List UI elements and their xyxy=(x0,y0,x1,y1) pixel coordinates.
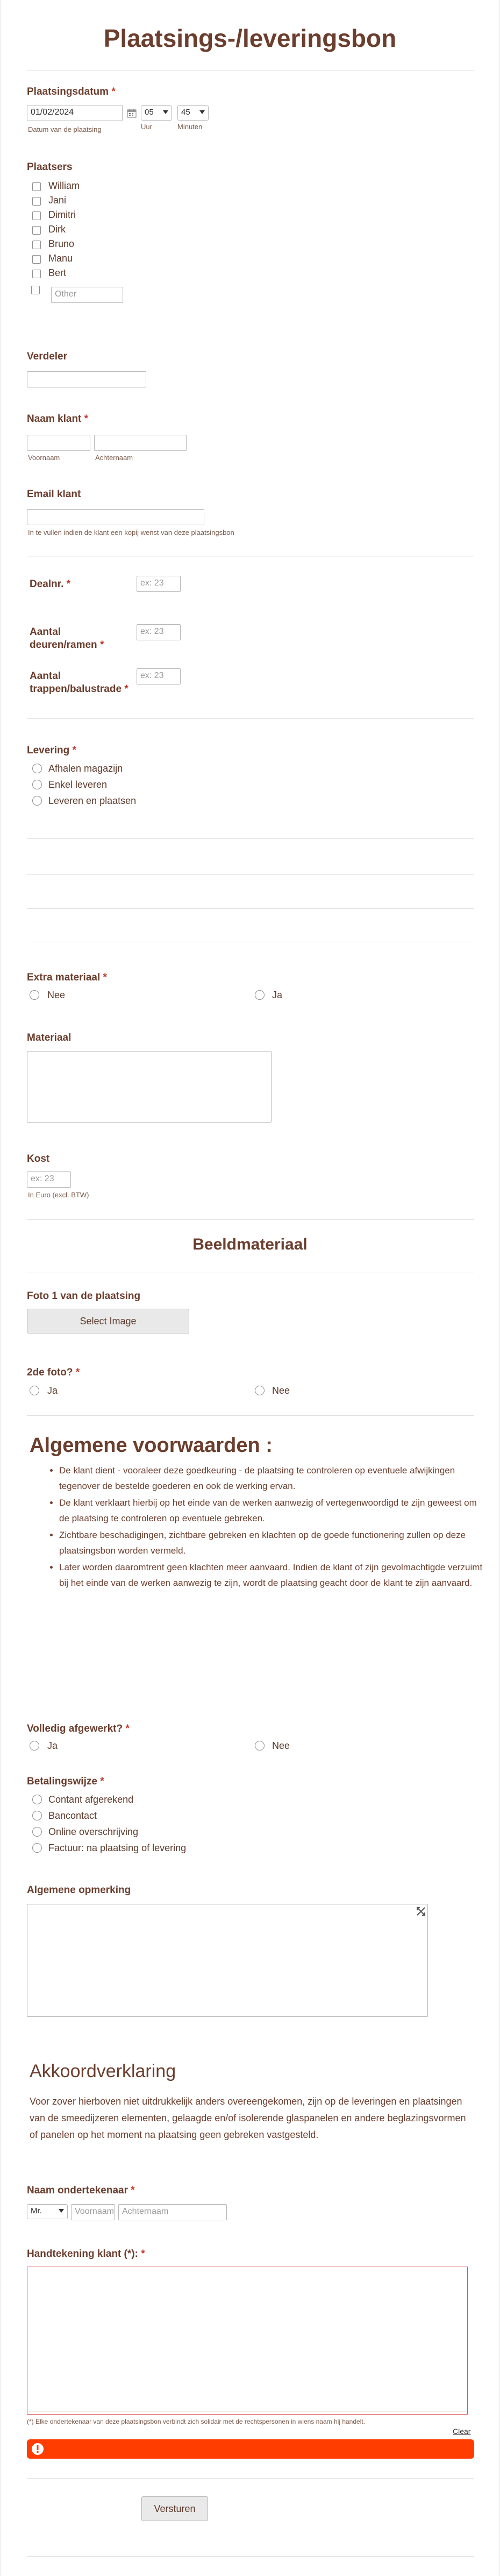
client-last-name-input[interactable] xyxy=(94,435,187,451)
agreement-heading: Akkoordverklaring xyxy=(30,2061,176,2081)
signer-first-name-input[interactable]: Voornaam xyxy=(71,2204,115,2220)
installer-option: Bruno xyxy=(48,238,75,249)
signer-name-label: Naam ondertekenaar * xyxy=(27,2185,135,2196)
placement-date-label: Plaatsingsdatum * xyxy=(27,86,116,97)
delivery-option: Leveren en plaatsen xyxy=(48,795,137,806)
divider xyxy=(27,1219,474,1220)
extra-material-option: Ja xyxy=(272,990,283,1000)
fully-finished-label: Volledig afgewerkt? * xyxy=(27,1723,130,1734)
minute-sublabel: Minuten xyxy=(177,123,203,131)
placement-date-sublabel: Datum van de plaatsing xyxy=(28,125,102,133)
radio-button[interactable] xyxy=(32,1827,42,1837)
radio-button[interactable] xyxy=(32,1811,42,1820)
doors-windows-label: Aantal deuren/ramen * xyxy=(30,626,104,651)
calendar-icon[interactable] xyxy=(127,108,137,118)
agreement-text: Voor zover hierboven niet uitdrukkelijk anders overeengekomen, zijn op de leveringen en plaatsingen van de smeedijzeren elementen, gelaagde en/of isolerende glaspanelen en andere beglazingsvormen of panelen op het moment na plaatsing geen gebreken vastgesteld. xyxy=(30,2096,466,2140)
chevron-down-icon xyxy=(59,2209,64,2213)
placement-date-input[interactable]: 01/02/2024 xyxy=(27,105,123,121)
checkbox[interactable] xyxy=(32,197,41,206)
checkbox[interactable] xyxy=(32,255,41,264)
divider xyxy=(27,2478,474,2479)
radio-button[interactable] xyxy=(30,1741,39,1751)
radio-button[interactable] xyxy=(32,796,42,806)
radio-button[interactable] xyxy=(255,990,265,1000)
page-title: Plaatsings-/leveringsbon xyxy=(103,24,397,52)
general-remark-textarea[interactable] xyxy=(27,1904,428,2017)
payment-option: Online overschrijving xyxy=(48,1826,139,1837)
signature-label: Handtekening klant (*): * xyxy=(27,2248,145,2260)
checkbox[interactable] xyxy=(32,211,41,220)
radio-button[interactable] xyxy=(32,1843,42,1853)
stairs-label: Aantal trappen/balustrade * xyxy=(30,671,128,695)
salutation-select[interactable]: Mr. xyxy=(27,2204,68,2219)
installer-other-input[interactable]: Other xyxy=(51,287,123,303)
resize-icon[interactable] xyxy=(416,1906,426,1917)
delivery-label: Levering * xyxy=(27,745,76,756)
fully-finished-option: Nee xyxy=(272,1740,290,1751)
second-photo-option: Ja xyxy=(47,1385,58,1396)
terms-heading: Algemene voorwaarden : xyxy=(30,1434,273,1457)
installer-option: Bert xyxy=(48,267,67,278)
signature-pad[interactable] xyxy=(27,2267,468,2415)
dealnr-input[interactable]: ex: 23 xyxy=(137,576,181,592)
page-frame-left xyxy=(0,0,1,2576)
client-first-name-input[interactable] xyxy=(27,435,90,451)
radio-button[interactable] xyxy=(32,780,42,789)
first-name-sublabel: Voornaam xyxy=(28,454,60,462)
checkbox[interactable] xyxy=(32,270,41,278)
submit-button[interactable]: Versturen xyxy=(141,2496,208,2521)
divider xyxy=(27,838,474,839)
client-email-input[interactable] xyxy=(27,509,204,525)
hour-sublabel: Uur xyxy=(141,123,152,131)
radio-button[interactable] xyxy=(32,764,42,773)
last-name-sublabel: Achternaam xyxy=(95,454,133,462)
installer-option: William xyxy=(48,180,80,191)
error-banner xyxy=(27,2439,474,2459)
cost-input[interactable]: ex: 23 xyxy=(27,1171,71,1188)
client-name-label: Naam klant * xyxy=(27,413,89,425)
signature-baseline xyxy=(28,2411,466,2412)
material-textarea[interactable] xyxy=(27,1051,272,1123)
dealnr-label: Dealnr. * xyxy=(30,578,71,590)
radio-button[interactable] xyxy=(255,1386,265,1395)
radio-button[interactable] xyxy=(30,1386,39,1395)
installers-label: Plaatsers xyxy=(27,161,73,173)
clear-signature-link[interactable]: Clear xyxy=(453,2427,471,2436)
general-remark-label: Algemene opmerking xyxy=(27,1885,131,1896)
cost-label: Kost xyxy=(27,1153,50,1165)
material-label: Materiaal xyxy=(27,1032,72,1043)
distributor-input[interactable] xyxy=(27,371,146,387)
signature-note: (*) Elke ondertekenaar van deze plaatsingsbon verbindt zich solidair met de rechtspersonen in wiens naam hij handelt. xyxy=(27,2418,366,2425)
stairs-input[interactable]: ex: 23 xyxy=(137,668,181,684)
checkbox[interactable] xyxy=(32,226,41,235)
terms-item: • De klant dient - vooraleer deze goedkeuring - de plaatsing te controleren op eventuele afwijkingen tegenover de bestelde goederen en ook de werking ervan. xyxy=(59,1463,484,1494)
cost-sublabel: In Euro (excl. BTW) xyxy=(28,1191,89,1199)
alert-icon xyxy=(31,2443,44,2455)
payment-option: Bancontact xyxy=(48,1810,97,1821)
divider xyxy=(27,908,474,909)
chevron-down-icon xyxy=(163,110,168,114)
photo1-label: Foto 1 van de plaatsing xyxy=(27,1290,141,1302)
image-section-heading: Beeldmateriaal xyxy=(192,1236,308,1253)
radio-button[interactable] xyxy=(255,1741,265,1751)
terms-item: • De klant verklaart hierbij op het einde van de werken aanwezig of vertegenwoordigd te zijn geweest om de plaatsing te controleren op eventuele gebreken. xyxy=(59,1495,484,1526)
radio-button[interactable] xyxy=(30,990,39,1000)
delivery-option: Enkel leveren xyxy=(48,779,108,790)
distributor-label: Verdeler xyxy=(27,351,67,362)
extra-material-option: Nee xyxy=(47,990,66,1000)
divider xyxy=(27,874,474,875)
terms-item: • Later worden daaromtrent geen klachten meer aanvaard. Indien de klant of zijn gevolmachtigde verzuimt bij het einde van de werken aanwezig te zijn, wordt de plaatsing geacht door de klant te zijn aanvaard. xyxy=(59,1559,484,1591)
divider xyxy=(27,2556,474,2557)
terms-list xyxy=(43,1463,484,1592)
hour-select[interactable]: 05 xyxy=(141,105,172,121)
checkbox[interactable] xyxy=(32,182,41,191)
chevron-down-icon xyxy=(199,110,205,114)
divider xyxy=(27,1415,474,1416)
second-photo-option: Nee xyxy=(272,1385,290,1396)
extra-material-label: Extra materiaal * xyxy=(27,972,107,983)
payment-option: Factuur: na plaatsing of levering xyxy=(48,1843,187,1853)
installer-option: Manu xyxy=(48,253,73,264)
client-email-label: Email klant xyxy=(27,489,81,500)
installer-option: Jani xyxy=(48,195,67,206)
radio-button[interactable] xyxy=(32,1795,42,1804)
delivery-option: Afhalen magazijn xyxy=(48,763,123,774)
payment-method-label: Betalingswijze * xyxy=(27,1776,104,1787)
installer-option: Dirk xyxy=(48,224,66,235)
payment-option: Contant afgerekend xyxy=(48,1794,134,1805)
doors-windows-input[interactable]: ex: 23 xyxy=(137,624,181,640)
checkbox[interactable] xyxy=(32,241,41,249)
second-photo-label: 2de foto? * xyxy=(27,1367,80,1378)
client-email-sublabel: In te vullen indien de klant een kopij wenst van deze plaatsingsbon xyxy=(28,528,234,537)
installer-option: Dimitri xyxy=(48,209,76,220)
select-image-button[interactable]: Select Image xyxy=(27,1309,189,1333)
minute-select[interactable]: 45 xyxy=(177,105,209,121)
terms-item: • Zichtbare beschadigingen, zichtbare gebreken en klachten op de goede functionering zullen op deze plaatsingsbon worden vermeld. xyxy=(59,1527,484,1558)
checkbox-other[interactable] xyxy=(31,286,40,294)
divider xyxy=(27,718,474,719)
signer-last-name-input[interactable]: Achternaam xyxy=(118,2204,227,2220)
fully-finished-option: Ja xyxy=(47,1740,58,1751)
